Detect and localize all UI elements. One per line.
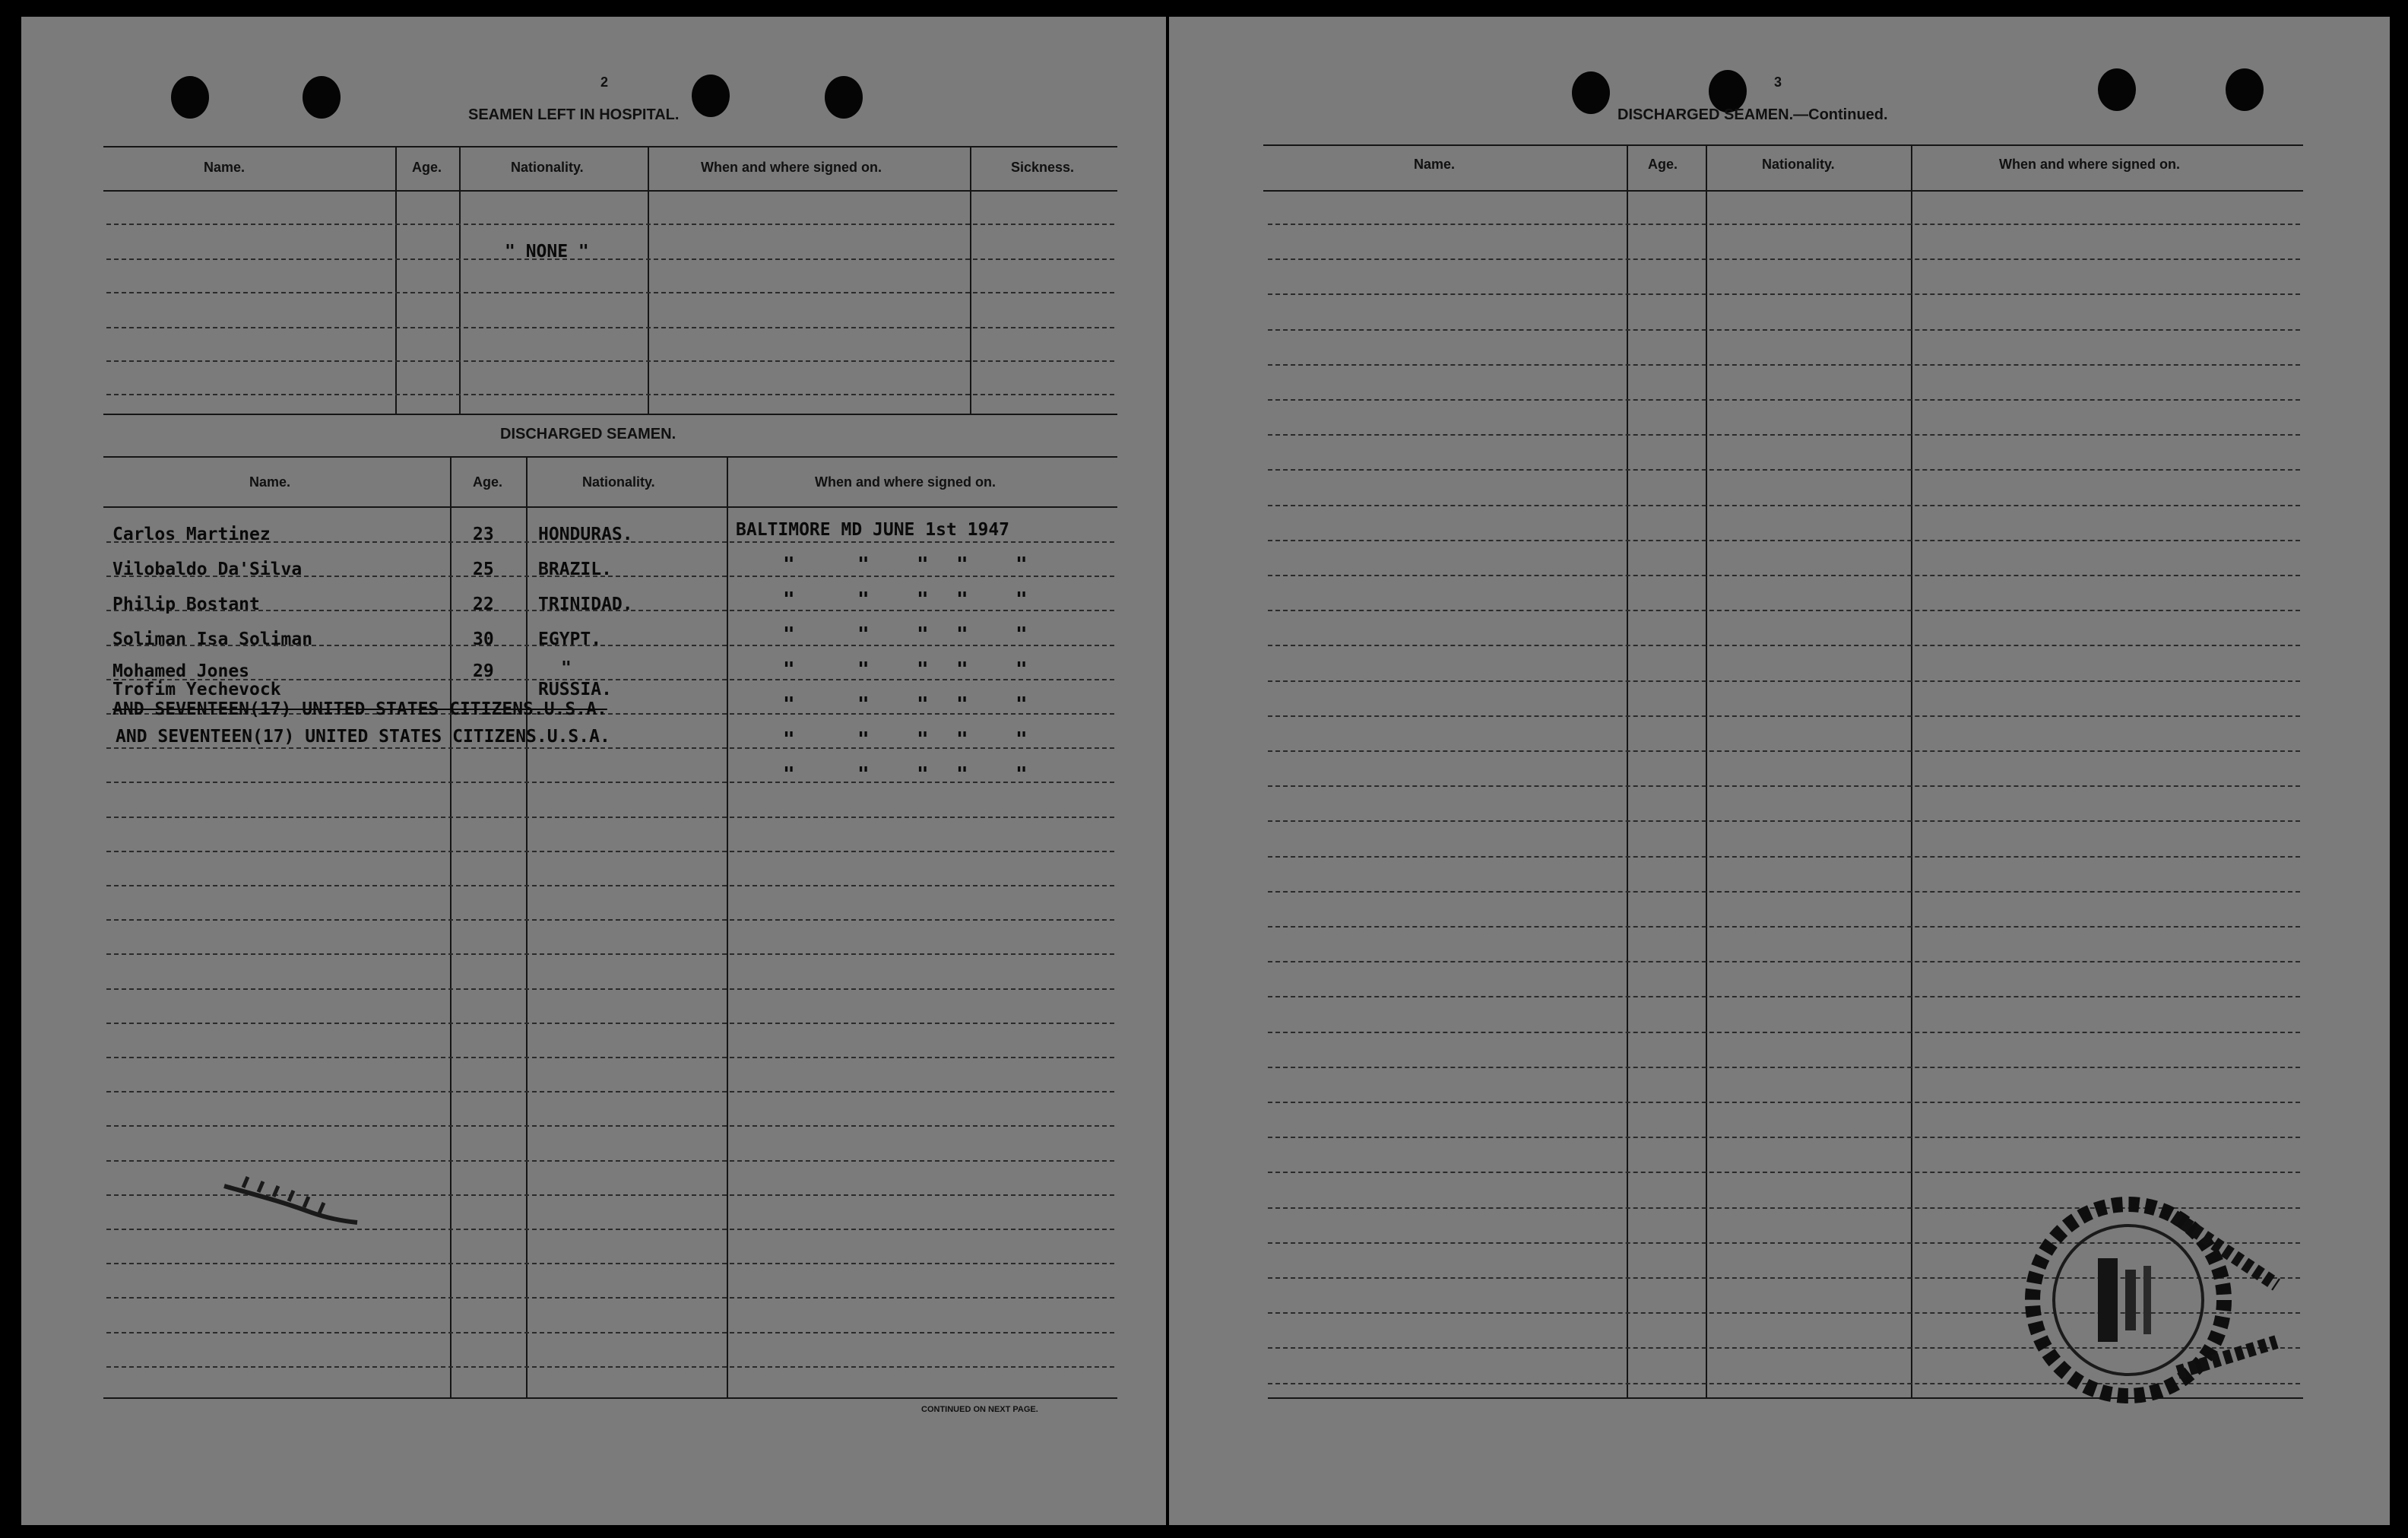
ruled-line	[106, 919, 1114, 921]
ruled-line	[106, 292, 1114, 293]
table-row-signed-on: BALTIMORE MD JUNE 1st 1947	[736, 520, 1010, 540]
table-row-nationality: BRAZIL.	[538, 560, 612, 579]
right-header-age: Age.	[1648, 157, 1678, 172]
ruled-line	[1268, 540, 2300, 541]
ruled-line	[106, 327, 1114, 328]
discharged-header-age: Age.	[473, 474, 503, 490]
discharged-table-top-rule	[103, 456, 1117, 458]
ruled-line	[106, 1160, 1114, 1162]
table-row-name: Trofim Yechevock	[112, 680, 281, 699]
ruled-line	[1268, 750, 2300, 752]
ruled-line	[1268, 715, 2300, 717]
hospital-col-divider	[459, 146, 461, 414]
hospital-header-signed-on: When and where signed on.	[701, 160, 882, 175]
table-row-name: Carlos Martinez	[112, 525, 271, 544]
right-header-nationality: Nationality.	[1762, 157, 1835, 172]
table-row-age: 22	[473, 595, 494, 614]
ruled-line	[1268, 610, 2300, 611]
ruled-line	[1268, 1102, 2300, 1103]
punch-hole	[171, 76, 209, 119]
right-page-number: 3	[1774, 75, 1782, 90]
punch-hole	[1572, 71, 1610, 114]
table-row-nationality: RUSSIA.	[538, 680, 612, 699]
table-row-name: Vilobaldo Da'Silva	[112, 560, 303, 579]
hospital-table-bottom-rule	[103, 414, 1117, 415]
table-row-nationality: "	[561, 658, 572, 678]
ruled-line	[1268, 645, 2300, 646]
ditto-marks: " " " " " " "	[1015, 553, 1028, 786]
ruled-line	[1268, 469, 2300, 471]
ditto-marks: " " " " " " "	[857, 553, 870, 786]
hospital-header-sickness: Sickness.	[1011, 160, 1075, 175]
hospital-none-entry: " NONE "	[505, 242, 589, 262]
ruled-line	[1268, 1137, 2300, 1138]
hospital-col-divider	[395, 146, 397, 414]
hospital-table-top-rule	[103, 146, 1117, 147]
ruled-line	[106, 1057, 1114, 1058]
table-row-nationality: EGYPT.	[538, 629, 602, 649]
ruled-line	[106, 258, 1114, 260]
table-row-nationality: TRINIDAD.	[538, 595, 633, 614]
ruled-line	[1268, 1067, 2300, 1068]
ruled-line	[1268, 399, 2300, 401]
page-number: 2	[600, 75, 609, 90]
ruled-line	[1268, 1172, 2300, 1173]
right-header-signed-on: When and where signed on.	[1999, 157, 2181, 172]
discharged-header-signed-on: When and where signed on.	[815, 474, 996, 490]
continued-footer: CONTINUED ON NEXT PAGE.	[921, 1405, 1038, 1414]
ruled-line	[1268, 224, 2300, 225]
table-row-age: 30	[473, 629, 494, 649]
ruled-line	[106, 953, 1114, 955]
ruled-line	[1268, 680, 2300, 682]
ruled-line	[106, 817, 1114, 818]
ruled-line	[1268, 856, 2300, 858]
right-header-name: Name.	[1414, 157, 1456, 172]
right-col-divider	[1706, 144, 1707, 1397]
discharged-header-nationality: Nationality.	[582, 474, 655, 490]
hospital-header-name: Name.	[204, 160, 246, 175]
ruled-line	[106, 1297, 1114, 1299]
ruled-line	[106, 1091, 1114, 1092]
hospital-col-divider	[648, 146, 649, 414]
right-table-top-rule	[1263, 144, 2303, 146]
ruled-line	[106, 1125, 1114, 1127]
table-row-nationality: HONDURAS.	[538, 525, 633, 544]
ruled-line	[106, 1366, 1114, 1368]
punch-hole	[692, 75, 730, 117]
punch-hole	[2098, 68, 2136, 111]
hospital-section-title: SEAMEN LEFT IN HOSPITAL.	[468, 106, 680, 123]
discharged-col-divider	[727, 456, 728, 1397]
table-row-name: Mohamed Jones	[112, 661, 250, 681]
punch-hole	[303, 76, 341, 119]
discharged-table-header-rule	[103, 506, 1117, 508]
punch-hole	[825, 76, 863, 119]
ruled-line	[1268, 996, 2300, 997]
table-row-age: 23	[473, 525, 494, 544]
discharged-table-bottom-rule	[103, 1397, 1117, 1399]
ruled-line	[106, 394, 1114, 395]
pen-mark	[220, 1171, 365, 1239]
table-row-name: Soliman Isa Soliman	[112, 629, 313, 649]
summary-line: AND SEVENTEEN(17) UNITED STATES CITIZENS.U.S.A.	[116, 727, 610, 747]
ruled-line	[106, 851, 1114, 852]
ruled-line	[1268, 1032, 2300, 1033]
table-row-age: 29	[473, 661, 494, 681]
ruled-line	[1268, 785, 2300, 787]
hospital-table-header-rule	[103, 190, 1117, 192]
hospital-col-divider	[970, 146, 971, 414]
ruled-line	[1268, 329, 2300, 331]
table-row-name: Philip Bostant	[112, 595, 260, 614]
ruled-line	[106, 1023, 1114, 1024]
table-row-age: 25	[473, 560, 494, 579]
ditto-marks: " " " " " " "	[917, 553, 929, 786]
postmark-stamp	[2014, 1186, 2296, 1422]
ruled-line	[1268, 505, 2300, 506]
ditto-marks: " " " " " " "	[956, 553, 968, 786]
ruled-line	[106, 1263, 1114, 1264]
ruled-line	[1268, 575, 2300, 576]
ruled-line	[1268, 820, 2300, 822]
right-table-header-rule	[1263, 190, 2303, 192]
ruled-line	[1268, 364, 2300, 366]
ruled-line	[1268, 293, 2300, 295]
ditto-marks: " " " " " " "	[783, 553, 795, 786]
ruled-line	[106, 360, 1114, 362]
punch-hole	[2226, 68, 2264, 111]
discharged-col-divider	[450, 456, 452, 1397]
ruled-line	[1268, 926, 2300, 928]
ruled-line	[106, 885, 1114, 886]
discharged-header-name: Name.	[249, 474, 291, 490]
ruled-line	[1268, 434, 2300, 436]
ruled-line	[1268, 891, 2300, 893]
left-page	[21, 17, 1166, 1525]
hospital-header-nationality: Nationality.	[511, 160, 584, 175]
right-section-title: DISCHARGED SEAMEN.—Continued.	[1617, 106, 1888, 123]
ruled-line	[106, 1332, 1114, 1333]
ruled-line	[106, 224, 1114, 225]
hospital-header-age: Age.	[412, 160, 442, 175]
discharged-section-title: DISCHARGED SEAMEN.	[500, 426, 676, 442]
discharged-col-divider	[526, 456, 528, 1397]
ruled-line	[1268, 961, 2300, 962]
ruled-line	[1268, 258, 2300, 260]
right-col-divider	[1911, 144, 1912, 1397]
struck-out-line: AND SEVENTEEN(17) UNITED STATES CITIZENS.U.S.A.	[112, 699, 607, 719]
right-col-divider	[1627, 144, 1628, 1397]
ruled-line	[106, 988, 1114, 990]
